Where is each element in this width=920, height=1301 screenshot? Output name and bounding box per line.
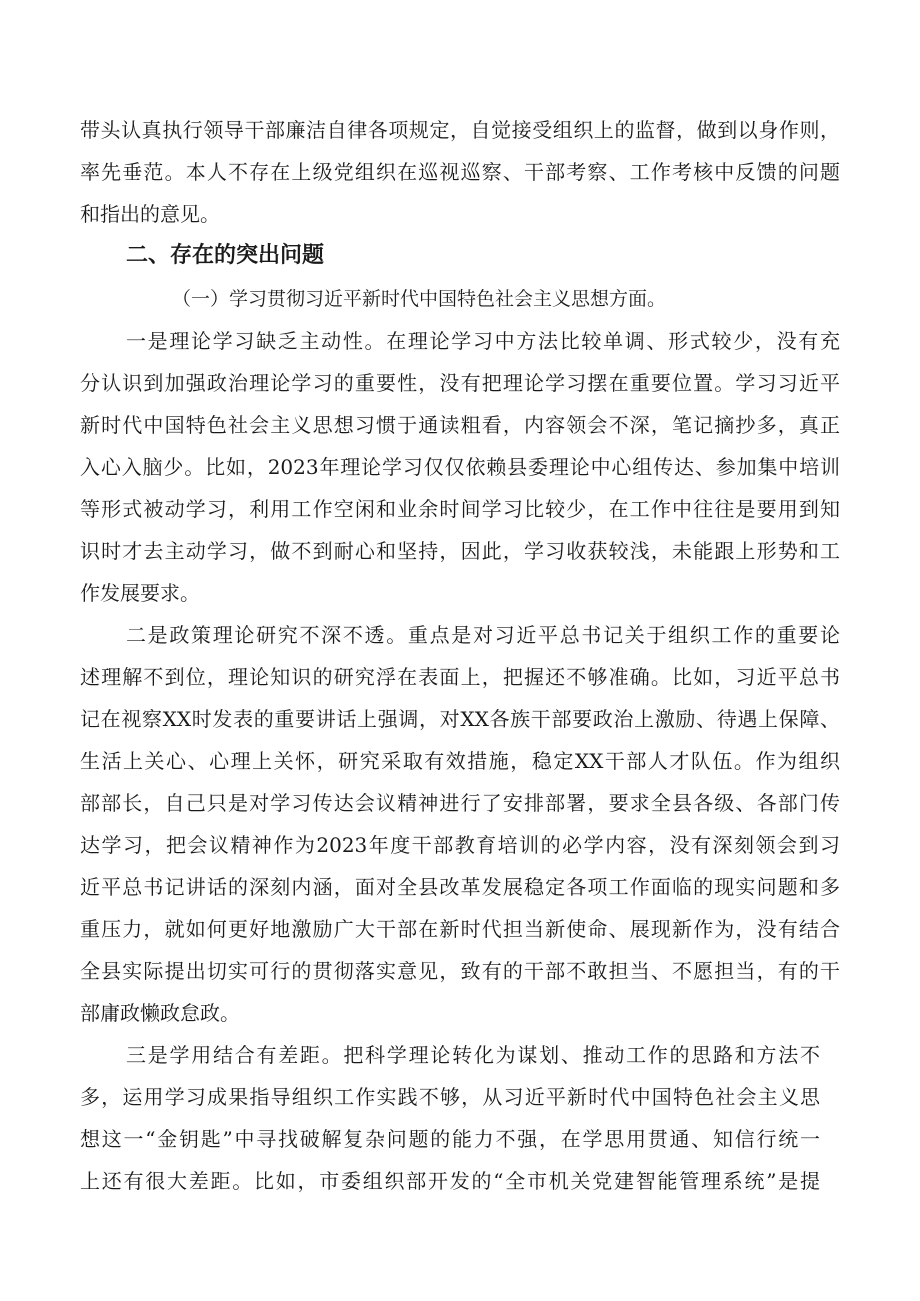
paragraph-line: 和指出的意见。 [80, 202, 220, 226]
paragraph-line: 新时代中国特色社会主义思想习惯于通读粗看，内容领会不深，笔记摘抄多，真正 [80, 413, 840, 437]
paragraph-line: 部部长，自己只是对学习传达会议精神进行了安排部署，要求全县各级、各部门传 [80, 791, 840, 815]
paragraph-line: 述理解不到位，理论知识的研究浮在表面上，把握还不够准确。比如，习近平总书 [80, 665, 840, 689]
paragraph-line: 达学习，把会议精神作为2023年度干部教育培训的必学内容，没有深刻领会到习 [80, 833, 840, 857]
subsection-heading: （一）学习贯彻习近平新时代中国特色社会主义思想方面。 [172, 288, 667, 310]
paragraph-line: 近平总书记讲话的深刻内涵，面对全县改革发展稳定各项工作面临的现实问题和多 [80, 875, 840, 899]
section-heading: 二、存在的突出问题 [126, 243, 325, 268]
paragraph-line: 作发展要求。 [80, 581, 200, 605]
paragraph-line: 分认识到加强政治理论学习的重要性，没有把理论学习摆在重要位置。学习习近平 [80, 371, 840, 395]
paragraph-line: 等形式被动学习，利用工作空闲和业余时间学习比较少，在工作中往往是要用到知 [80, 497, 840, 521]
paragraph-line: 重压力，就如何更好地激励广大干部在新时代担当新使命、展现新作为，没有结合 [80, 917, 840, 941]
paragraph-line: 生活上关心、心理上关怀，研究采取有效措施，稳定XX干部人才队伍。作为组织 [80, 749, 840, 773]
paragraph-line: 二是政策理论研究不深不透。重点是对习近平总书记关于组织工作的重要论 [126, 623, 840, 647]
paragraph-line: 部庸政懒政怠政。 [80, 1001, 240, 1025]
paragraph-line: 全县实际提出切实可行的贯彻落实意见，致有的干部不敢担当、不愿担当，有的干 [80, 959, 840, 983]
paragraph-line: 率先垂范。本人不存在上级党组织在巡视巡察、干部考察、工作考核中反馈的问题 [80, 160, 840, 184]
paragraph-line: 入心入脑少。比如，2023年理论学习仅仅依赖县委理论中心组传达、参加集中培训 [80, 455, 840, 479]
paragraph-line: 记在视察XX时发表的重要讲话上强调，对XX各族干部要政治上激励、待遇上保障、 [80, 707, 840, 731]
paragraph-line: 识时才去主动学习，做不到耐心和坚持，因此，学习收获较浅，未能跟上形势和工 [80, 539, 840, 563]
paragraph-line: 带头认真执行领导干部廉洁自律各项规定，自觉接受组织上的监督，做到以身作则， [80, 118, 840, 142]
paragraph-line: 三是学用结合有差距。把科学理论转化为谋划、推动工作的思路和方法不 [126, 1043, 820, 1067]
paragraph-line: 想这一“金钥匙”中寻找破解复杂问题的能力不强，在学思用贯通、知信行统一 [80, 1127, 820, 1151]
paragraph-line: 上还有很大差距。比如，市委组织部开发的“全市机关党建智能管理系统”是提 [80, 1169, 820, 1193]
paragraph-line: 一是理论学习缺乏主动性。在理论学习中方法比较单调、形式较少，没有充 [126, 329, 840, 353]
paragraph-line: 多，运用学习成果指导组织工作实践不够，从习近平新时代中国特色社会主义思 [80, 1085, 820, 1109]
